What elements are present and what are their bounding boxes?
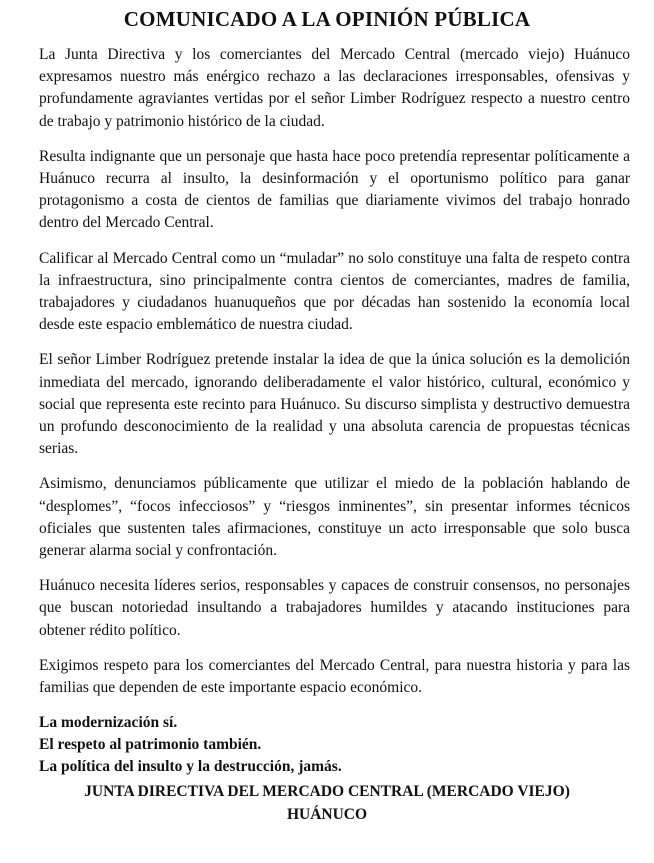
signature-organization: JUNTA DIRECTIVA DEL MERCADO CENTRAL (MERCADO VIEJO)	[84, 783, 570, 800]
closing-line-3: La política del insulto y la destrucción, jamás.	[39, 758, 342, 776]
paragraph-4: El señor Limber Rodríguez pretende instalar la idea de que la única solución es la demolición inmediata del mercado, ignorando deliberadamente el valor histórico, cultural, económico y social que representa este recinto para Huánuco. Su discurso simplista y destructivo demuestra un profundo desconocimiento de la realidad y una absoluta carencia de propuestas técnicas serias.	[39, 351, 630, 458]
paragraph-5: Asimismo, denunciamos públicamente que utilizar el miedo de la población hablando de “desplomes”, “focos infecciosos” y “riesgos inminentes”, sin presentar informes técnicos oficiales que sustenten tales afirmaciones, constituye un acto irresponsable que solo busca generar alarma social y confrontación.	[39, 475, 630, 560]
paragraph-1: La Junta Directiva y los comerciantes del Mercado Central (mercado viejo) Huánuco expresamos nuestro más enérgico rechazo a las declaraciones irresponsables, ofensivas y profundamente agraviantes vertidas por el señor Limber Rodríguez respecto a nuestro centro de trabajo y patrimonio histórico de la ciudad.	[39, 46, 630, 130]
signature-block	[0, 780, 654, 826]
paragraph-2: Resulta indignante que un personaje que hasta hace poco pretendía representar políticamente a Huánuco recurra al insulto, la desinformación y el oportunismo político para ganar protagonismo a costa de cientos de familias que diariamente vivimos del trabajo honrado dentro del Mercado Central.	[39, 147, 630, 232]
paragraph-7: Exigimos respeto para los comerciantes del Mercado Central, para nuestra historia y para las familias que dependen de este importante espacio económico.	[39, 656, 630, 697]
paragraph-6: Huánuco necesita líderes serios, responsables y capaces de construir consensos, no personajes que buscan notoriedad insultando a trabajadores humildes y atacando instituciones para obtener rédito político.	[39, 577, 630, 639]
closing-slogans	[39, 712, 630, 778]
closing-line-2: El respeto al patrimonio también.	[39, 736, 262, 754]
paragraph-3: Calificar al Mercado Central como un “muladar” no solo constituye una falta de respeto contra la infraestructura, sino principalmente contra cientos de comerciantes, madres de familia, trabajadores y ciudadanos huanuqueños que por décadas han sostenido la economía local desde este espacio emblemático de nuestra ciudad.	[39, 249, 630, 334]
signature-city: HUÁNUCO	[286, 806, 368, 823]
closing-line-1: La modernización sí.	[39, 714, 178, 732]
document-title: COMUNICADO A LA OPINIÓN PÚBLICA	[123, 7, 531, 31]
